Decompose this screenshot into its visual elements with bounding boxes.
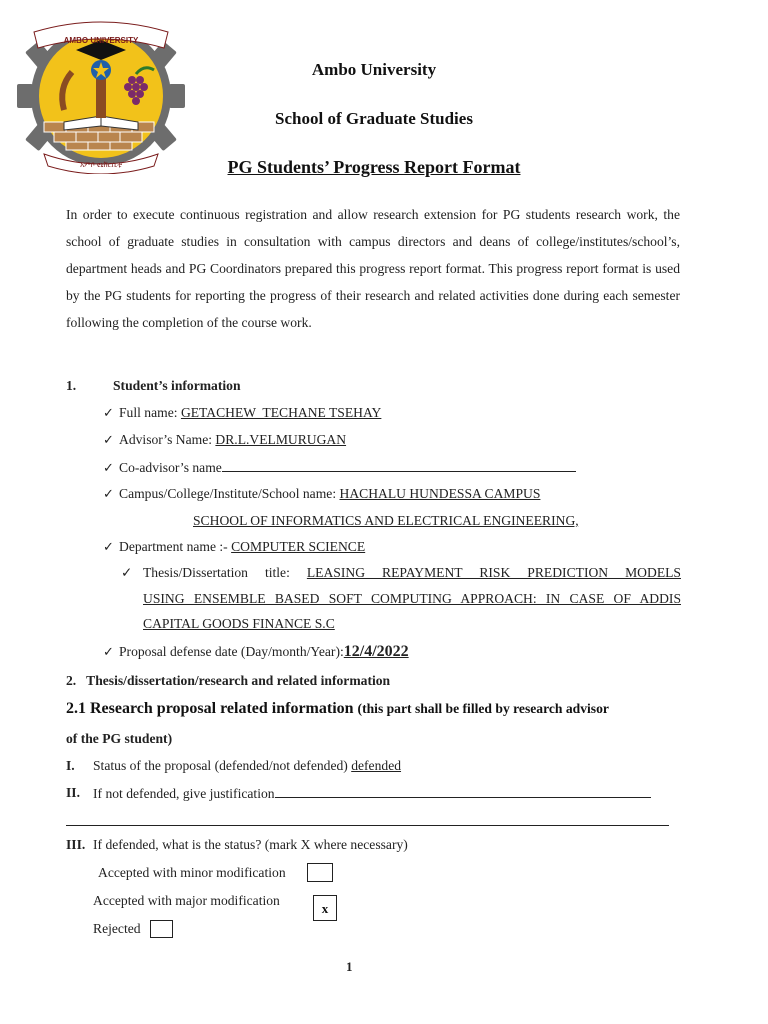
defense-label: Proposal defense date (Day/month/Year): [119, 644, 344, 659]
check-icon: ✓ [103, 432, 114, 447]
school-name: School of Graduate Studies [275, 109, 473, 128]
option-major-label: Accepted with major modification [93, 893, 280, 908]
check-icon: ✓ [103, 486, 114, 501]
thesis-line-1 [143, 565, 681, 581]
coadvisor-blank [222, 459, 576, 472]
section2-1-heading [66, 700, 682, 718]
university-logo [14, 14, 188, 174]
item-i-number: I. [66, 758, 75, 773]
campus-label: Campus/College/Institute/School name: [119, 486, 340, 501]
section1-number: 1. [66, 378, 77, 393]
item-ii-text: If not defended, give justification [93, 786, 275, 801]
advisor-label: Advisor’s Name: [119, 432, 216, 447]
coadvisor-label: Co-advisor’s name [119, 460, 222, 475]
option-minor-checkbox[interactable] [307, 863, 333, 882]
thesis-value-3: CAPITAL GOODS FINANCE S.C [143, 616, 335, 631]
thesis-value-1: LEASING REPAYMENT RISK PREDICTION MODELS [306, 565, 681, 580]
check-icon: ✓ [103, 460, 114, 475]
university-name: Ambo University [311, 60, 437, 79]
thesis-value-2: USING ENSEMBLE BASED SOFT COMPUTING APPROACH: IN CASE OF ADDIS [143, 591, 681, 606]
department-row [103, 539, 365, 555]
section2-heading: 2. Thesis/dissertation/research and related information [66, 673, 391, 688]
coadvisor-row [103, 459, 576, 476]
department-label: Department name :- [119, 539, 232, 554]
full-name-value: GETACHEW TECHANE TSEHAY [180, 405, 382, 420]
check-icon: ✓ [103, 539, 114, 554]
check-icon: ✓ [121, 565, 133, 580]
department-value: COMPUTER SCIENCE [231, 539, 366, 554]
option-rejected-label: Rejected [93, 921, 141, 936]
section2-1-note-cont: of the PG student) [66, 731, 173, 746]
section2-1-title: 2.1 Research proposal related information [66, 700, 354, 717]
campus-row [103, 486, 540, 502]
page-number: 1 [346, 959, 353, 974]
defense-row [103, 643, 409, 661]
advisor-row [103, 432, 346, 448]
item-ii-row [93, 785, 651, 802]
option-major-mark: x [321, 901, 329, 916]
logo-bottom-text: አምቦ ዩኒቨርሲቲ [80, 161, 122, 169]
section1-heading: Student’s information [113, 378, 241, 393]
school-line: SCHOOL OF INFORMATICS AND ELECTRICAL ENGINEERING, [193, 513, 579, 528]
option-major-checkbox[interactable] [313, 895, 337, 921]
item-i-value: defended [351, 758, 402, 773]
form-title: PG Students’ Progress Report Format [227, 157, 521, 177]
item-i-row [93, 758, 401, 774]
check-icon: ✓ [103, 405, 114, 420]
item-iii-text: If defended, what is the status? (mark X where necessary) [93, 837, 408, 852]
defense-date: 12/4/2022 [343, 643, 409, 660]
option-minor-label: Accepted with minor modification [98, 865, 286, 880]
item-iii-number: III. [66, 837, 86, 852]
logo-top-text: AMBO UNIVERSITY [63, 36, 139, 45]
campus-value: HACHALU HUNDESSA CAMPUS [339, 486, 541, 501]
justification-line [66, 825, 669, 826]
item-ii-number: II. [66, 785, 80, 800]
advisor-value: DR.L.VELMURUGAN [215, 432, 347, 447]
option-rejected-checkbox[interactable] [150, 920, 173, 938]
thesis-label: Thesis/Dissertation title: [143, 565, 307, 580]
full-name-label: Full name: [119, 405, 181, 420]
item-i-text: Status of the proposal (defended/not defended) [93, 758, 352, 773]
section2-1-note: (this part shall be filled by research advisor [357, 701, 609, 716]
justification-blank [275, 785, 651, 798]
check-icon: ✓ [103, 644, 114, 659]
full-name-row [103, 405, 381, 421]
intro-paragraph: In order to execute continuous registration and allow research extension for PG students research work, the school of graduate studies in consultation with campus directors and deans of college/institutes/school’s, department heads and PG Coordinators prepared this progress report format. This progress report format is used by the PG students for reporting the progress of their research and related activities done during each semester following the completion of the course work. [66, 207, 680, 330]
